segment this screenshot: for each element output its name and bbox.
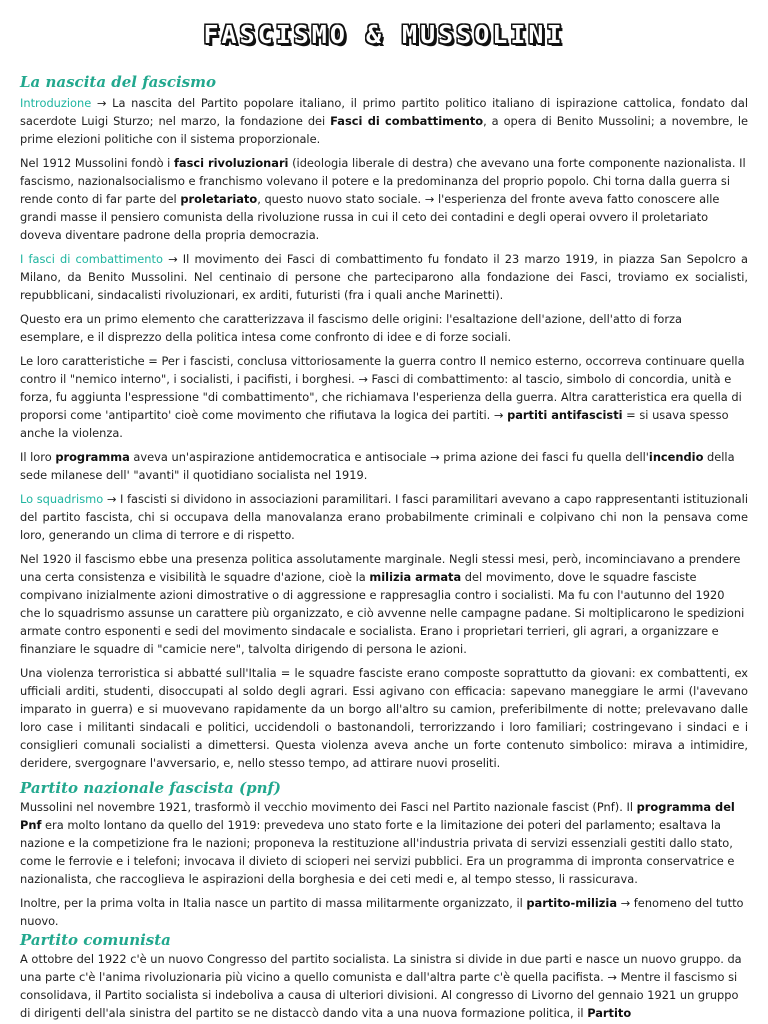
bold-term: programma (55, 450, 130, 464)
paragraph (20, 448, 748, 484)
section-partito-comunista (20, 930, 748, 1022)
paragraph (20, 894, 748, 930)
text: Le loro caratteristiche = Per i fascisti, conclusa vittoriosamente la guerra contro Il nemico esterno, occorreva continuare quella contro il "nemico interno", i socialisti, i pacifisti, i borghesi. → Fasci di combattimento: al tascio, simbolo di concordia, unità e forza, fu aggiunta l'espressione "di combattimento", che richiamava l'esperienza della guerra. Altra caratteristica era quella di proporsi come 'antipartito' cioè come movimento che rifiutava la logica dei partiti. → (20, 354, 745, 422)
text: Mussolini nel novembre 1921, trasformò il vecchio movimento dei Fasci nel Partito nazionale fascist (Pnf). Il (20, 800, 637, 814)
text: (ideologia liberale di destra) che avevano una forte componente nazionalista. Il fascismo, nazionalsocialismo e franchismo volevano il potere e la predominanza del proprio popolo. Chi torna dalla guerra si rende conto di far parte del (20, 156, 746, 206)
bold-term: proletariato (180, 192, 258, 206)
text: Questo era un primo elemento che caratterizzava il fascismo delle origini: l'esaltazione dell'azione, dell'atto di forza esemplare, e il disprezzo della politica intesa come confronto di idee e di forze sociali. (20, 312, 683, 344)
text: → La nascita del Partito popolare italiano, il primo partito politico italiano di ispirazione cattolica, fondato dal sacerdote Luigi Sturzo; nel marzo, la fondazione dei (20, 96, 748, 128)
text: → fenomeno del tutto nuovo. (20, 896, 744, 928)
page-title: FASCISMO & MUSSOLINI (203, 20, 565, 49)
text: Inoltre, per la prima volta in Italia nasce un partito di massa militarmente organizzato, il (20, 896, 527, 910)
paragraph (20, 310, 748, 346)
paragraph (20, 798, 748, 888)
paragraph (20, 664, 748, 772)
paragraph (20, 154, 748, 244)
keyword: I fasci di combattimento (20, 252, 163, 266)
text: A ottobre del 1922 c'è un nuovo Congresso del partito socialista. La sinistra si divide in due parti e nasce un nuovo gruppo. da una parte c'è l'anima rivoluzionaria più vicino a quello comunista e dall'altra parte c'è quella pacifista. → Mentre il fascismo si consolidava, il Partito socialista si indeboliva a causa di ulteriori divisioni. Al congresso di Livorno del gennaio 1921 un gruppo di dirigenti dell'ala sinistra del partito se ne distaccò dando vita a una nuova formazione politica, il (20, 952, 742, 1020)
text: del movimento, dove le squadre fasciste compivano inizialmente azioni dimostrative o di aggressione e rappresaglia contro i socialisti. Ma fu con l'autunno del 1920 che lo squadrismo assunse un carattere più organizzato, e ciò avvenne nelle campagne padane. Si moltiplicarono le spedizioni armate contro esponenti e sedi del movimento sindacale e socialista. Erano i proprietari terrieri, gli agrari, a organizzare e finanziare le squadre di "camicie nere", talvolta dirigendo di persona le azioni. (20, 570, 745, 656)
paragraph (20, 550, 748, 658)
section-heading: Partito nazionale fascista (pnf) (20, 779, 282, 797)
text: aveva un'aspirazione antidemocratica e antisociale → prima azione dei fasci fu quella dell' (129, 450, 649, 464)
text: Nel 1920 il fascismo ebbe una presenza politica assolutamente marginale. Negli stessi mesi, però, incominciavano a prendere una certa consistenza e visibilità le squadre d'azione, cioè la (20, 552, 741, 584)
paragraph (20, 490, 748, 544)
keyword: Lo squadrismo (20, 492, 104, 506)
bold-term: Fasci di combattimento (330, 114, 484, 128)
paragraph (20, 94, 748, 148)
text: della sede milanese dell' "avanti" il quotidiano socialista nel 1919. (20, 450, 735, 482)
bold-term: partito-milizia (526, 896, 618, 910)
text: Il loro (20, 450, 56, 464)
paragraph (20, 250, 748, 304)
bold-term: milizia armata (369, 570, 462, 584)
text: = si usava spesso anche la violenza. (20, 408, 729, 440)
text: Nel 1912 Mussolini fondò i (20, 156, 174, 170)
text: , questo nuovo stato sociale. → l'esperienza del fronte aveva fatto conoscere alle grandi masse il pensiero comunista della rivoluzione russa in cui il ceto dei contadini e degli operai ovvero il proletariato doveva diventare padrone della propria democrazia. (20, 192, 720, 242)
section-heading: La nascita del fascismo (20, 73, 216, 91)
bold-term: Partito (587, 1006, 632, 1020)
bold-term: programma del Pnf (20, 800, 735, 832)
section-pnf (20, 778, 748, 930)
text: Una violenza terroristica si abbatté sull'Italia = le squadre fasciste erano composte soprattutto da giovani: ex combattenti, ex ufficiali arditi, studenti, disoccupati al soldo degli agrari. Essi agivano con efficacia: sapevano maneggiare le armi (l'avevano imparato in guerra) e si muovevano rapidamente da un borgo all'altro su camion, preferibilmente di notte; prelevavano dalle loro case i militanti sindacali e politici, uccidendoli o bastonandoli, terrorizzando i loro familiari; costringevano i sindaci e i consiglieri comunali socialisti a dimettersi. Questa violenza aveva anche un forte contenuto simbolico: mirava a intimidire, deridere, svergognare l'avversario, e, nello stesso tempo, ad attirare nuovi proseliti. (20, 666, 748, 770)
text: → Il movimento dei Fasci di combattimento fu fondato il 23 marzo 1919, in piazza San Sepolcro a Milano, da Benito Mussolini. Nel centinaio di persone che parteciparono alla fondazione dei Fasci, troviamo ex socialisti, repubblicani, sindacalisti rivoluzionari, ex arditi, futuristi (fra i quali anche Marinetti). (20, 252, 748, 302)
paragraph (20, 950, 748, 1022)
bold-term: fasci rivoluzionari (173, 156, 289, 170)
section-heading: Partito comunista (20, 931, 171, 949)
bold-term: incendio (648, 450, 704, 464)
text: era molto lontano da quello del 1919: prevedeva uno stato forte e la limitazione dei poteri del parlamento; esaltava la nazione e la competizione fra le nazioni; proponeva la restituzione all'industria privata di servizi essenziali gestiti dallo stato, come le ferrovie e i telefoni; invocava il divieto di scioperi nei servizi pubblici. Era un programma di impronta conservatrice e nazionalista, che raccoglieva le aspirazioni della borghesia e dei ceti medi e, al tempo stesso, li rassicurava. (20, 818, 735, 886)
text: → I fascisti si dividono in associazioni paramilitari. I fasci paramilitari avevano a capo rappresentanti istituzionali del partito fascista, chi si occupava della manovalanza erano probabilmente criminali e colpivano chi non la pensava come loro, generando un clima di terrore e di rispetto. (20, 492, 748, 542)
section-nascita-fascismo (20, 72, 748, 772)
paragraph (20, 352, 748, 442)
text: , a opera di Benito Mussolini; a novembre, le prime elezioni politiche con il sistema proporzionale. (20, 114, 749, 146)
keyword: Introduzione (20, 96, 92, 110)
bold-term: partiti antifascisti (507, 408, 623, 422)
